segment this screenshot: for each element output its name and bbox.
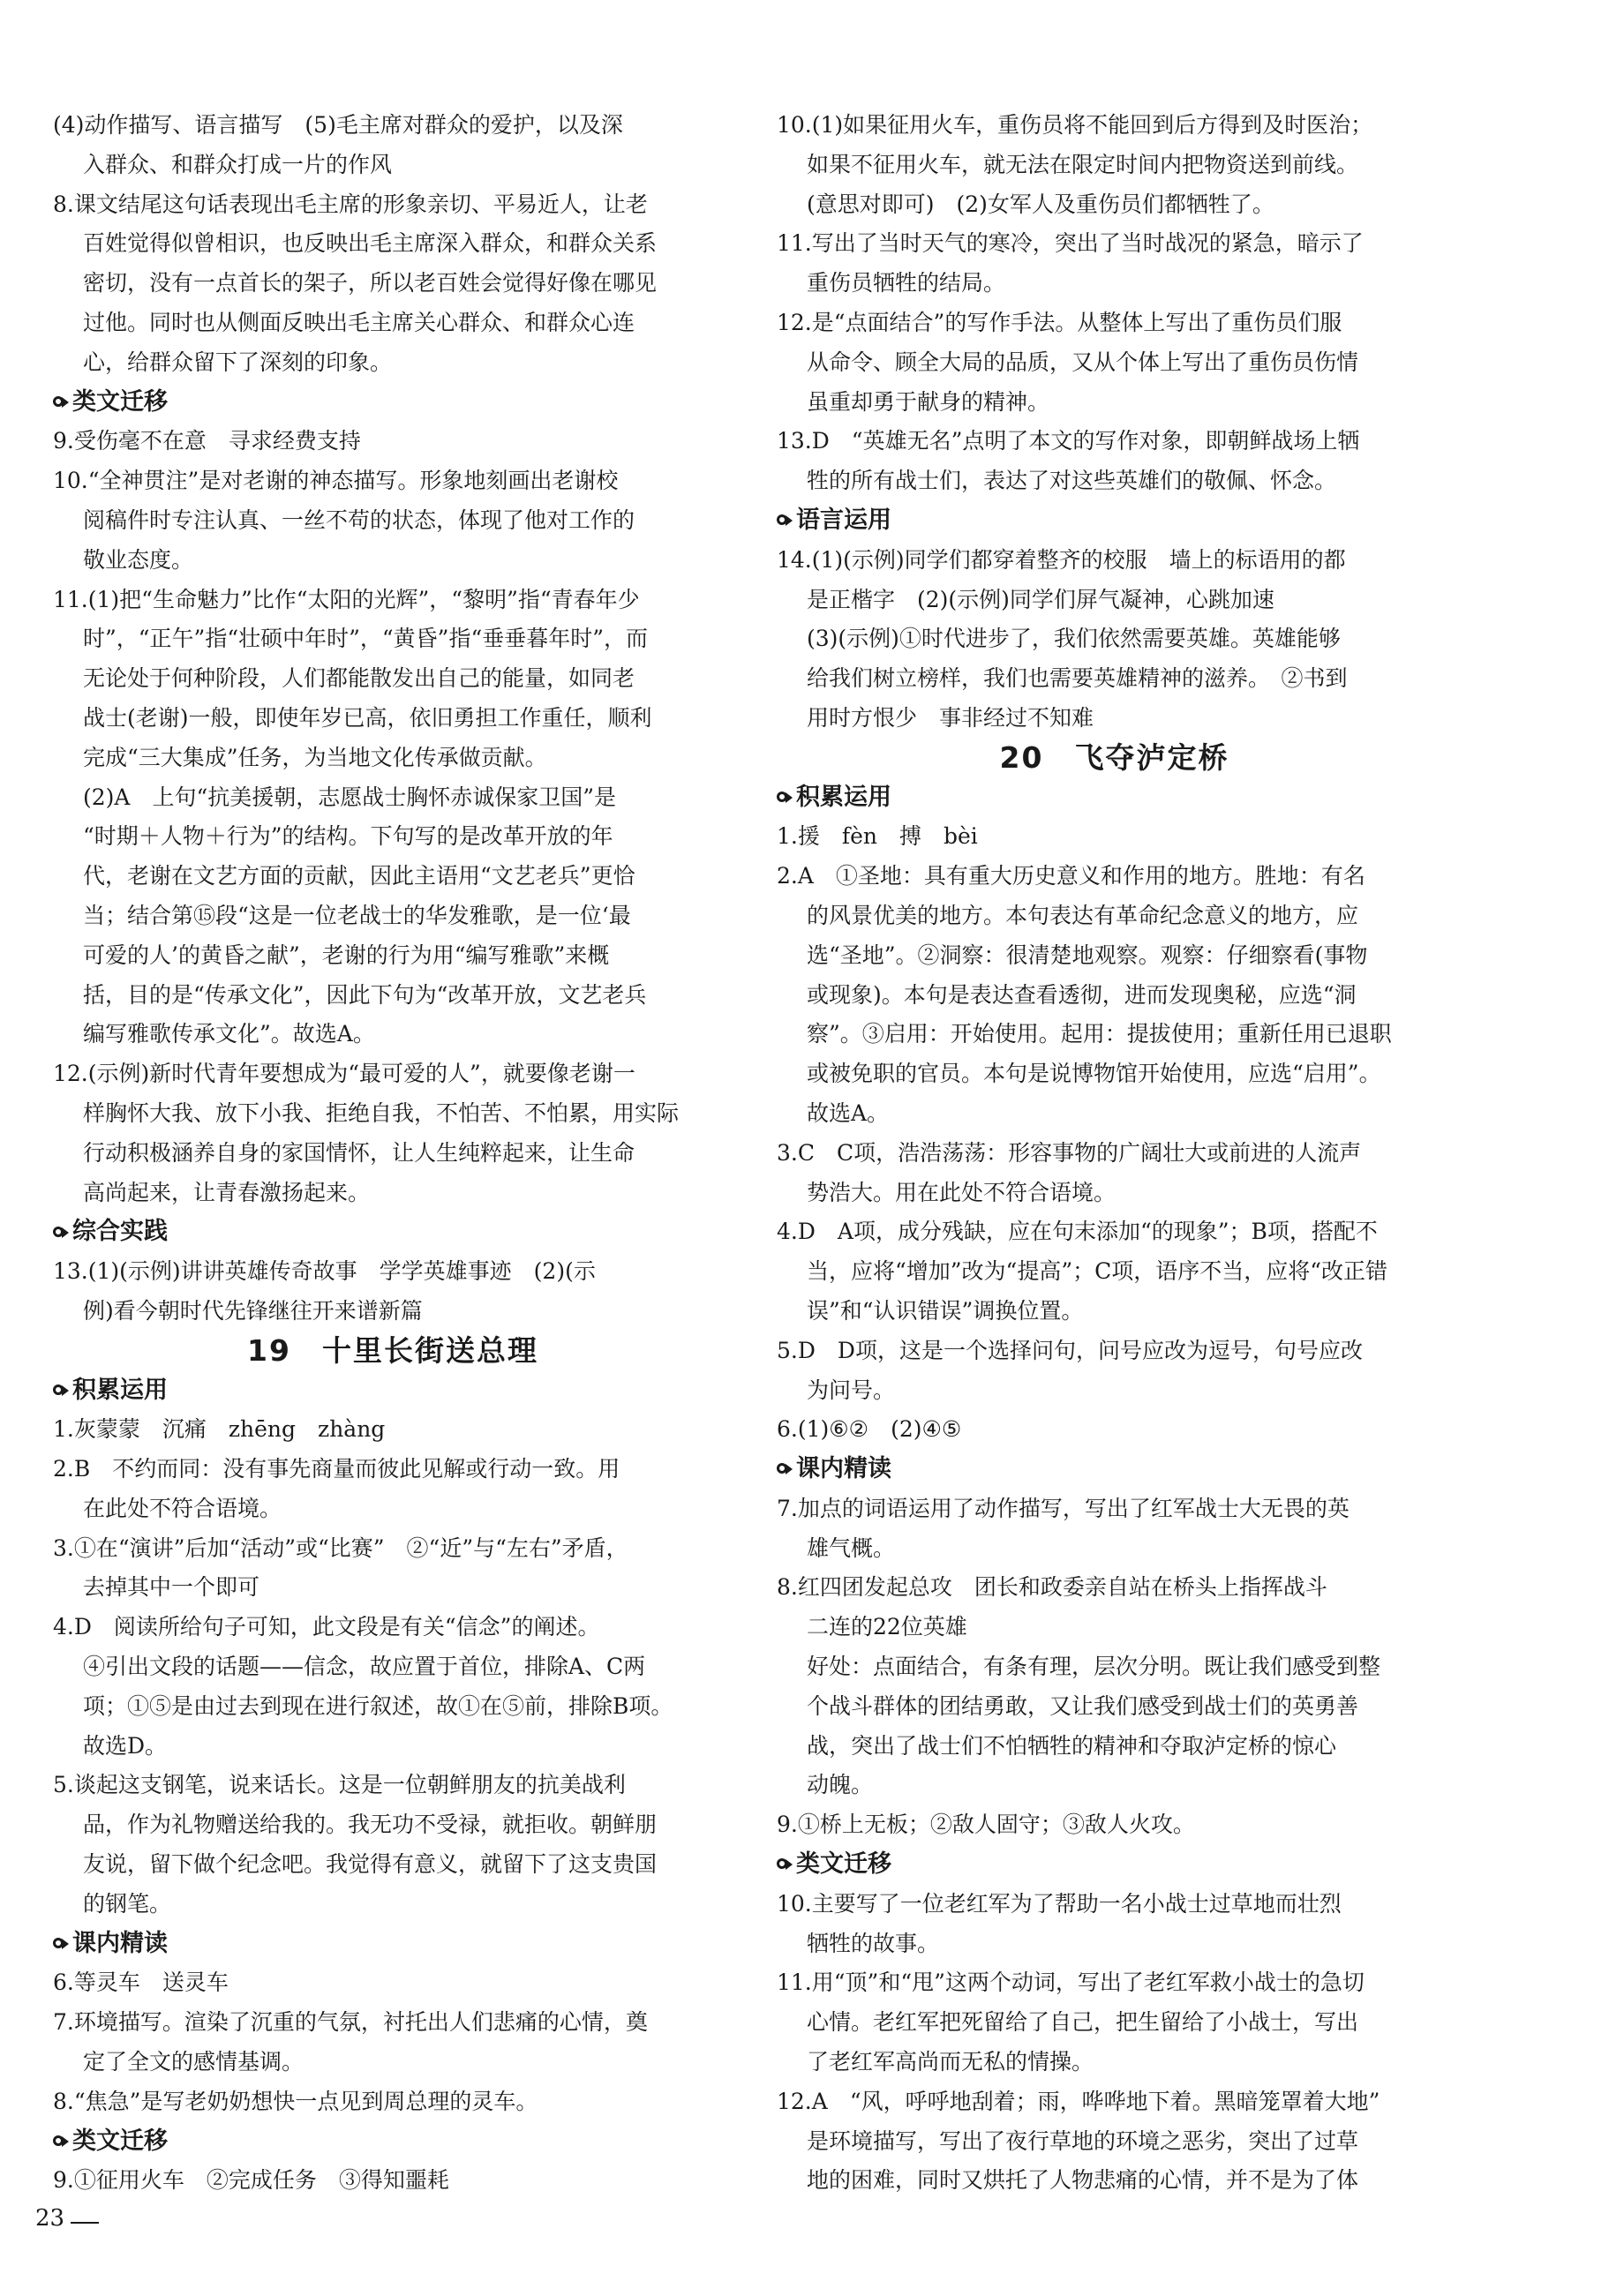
section-bullet-icon (777, 1857, 793, 1872)
section-heading-text: 课内精读 (796, 1455, 891, 1483)
answer-continuation: 百姓觉得似曾相识，也反映出毛主席深入群众，和群众关系 (83, 230, 658, 257)
answer-continuation: (意思对即可) (2)女军人及重伤员们都牺牲了。 (807, 191, 1274, 217)
answer-item: 3.①在“演讲”后加“活动”或“比赛” ②“近”与“左右”矛盾， (53, 1534, 628, 1561)
page-number-rule (71, 2222, 99, 2224)
answer-continuation: 二连的22位英雄 (807, 1614, 967, 1640)
answer-item: 8.红四团发起总攻 团长和政委亲自站在桥头上指挥战斗 (777, 1574, 1327, 1601)
answer-continuation: 品，作为礼物赠送给我的。我无功不受禄，就拒收。朝鲜朋 (83, 1812, 658, 1838)
section-heading-text: 类文迁移 (72, 387, 168, 416)
section-heading (53, 1212, 733, 1252)
answer-continuation: 故选A。 (807, 1099, 890, 1126)
answer-continuation: 样胸怀大我、放下小我、拒绝自我，不怕苦、不怕累，用实际 (83, 1099, 680, 1126)
section-bullet-icon (53, 394, 69, 410)
answer-continuation: 完成“三大集成”任务，为当地文化传承做贡献。 (83, 744, 547, 770)
section-bullet-icon (777, 1461, 793, 1477)
answer-continuation: 编写雅歌传承文化”。故选A。 (83, 1021, 375, 1047)
answer-continuation: 势浩大。用在此处不符合语境。 (807, 1179, 1116, 1205)
lesson-title: 19 十里长街送总理 (247, 1332, 538, 1368)
answer-item: 13.(1)(示例)讲讲英雄传奇故事 学学英雄事迹 (2)(示 (53, 1258, 596, 1285)
section-bullet-icon (53, 1383, 69, 1399)
answer-item: 11.用“顶”和“甩”这两个动词，写出了老红军救小战士的急切 (777, 1970, 1365, 1996)
section-bullet-icon (53, 1936, 69, 1952)
answer-continuation: 地的困难，同时又烘托了人物悲痛的心情，并不是为了体 (807, 2167, 1359, 2194)
answer-continuation: 括，目的是“传承文化”，因此下句为“改革开放，文艺老兵 (83, 981, 647, 1008)
answer-continuation: 友说，留下做个纪念吧。我觉得有意义，就留下了这支贵国 (83, 1851, 658, 1878)
answer-item: 10.“全神贯注”是对老谢的神态描写。形象地刻画出老谢校 (53, 468, 619, 494)
answer-item: 8.课文结尾这句话表现出毛主席的形象亲切、平易近人，让老 (53, 191, 648, 217)
answer-continuation: 动魄。 (807, 1772, 874, 1798)
answer-continuation: 从命令、顾全大局的品质，又从个体上写出了重伤员伤情 (807, 349, 1359, 375)
answer-item: 5.谈起这支钢笔，说来话长。这是一位朝鲜朋友的抗美战利 (53, 1772, 626, 1798)
answer-item: 4.D A项，成分残缺，应在句末添加“的现象”；B项，搭配不 (777, 1219, 1378, 1245)
answer-continuation: 定了全文的感情基调。 (83, 2049, 304, 2075)
answer-continuation: 重伤员牺牲的结局。 (807, 270, 1006, 296)
section-heading-text: 综合实践 (72, 1218, 168, 1246)
answer-continuation: 当，应将“增加”改为“提高”；C项，语序不当，应将“改正错 (807, 1258, 1388, 1285)
answer-continuation: 代，老谢在文艺方面的贡献，因此主语用“文艺老兵”更恰 (83, 863, 635, 889)
answer-continuation: 敬业态度。 (83, 546, 194, 573)
section-heading (777, 778, 1452, 818)
answer-continuation: (2)A 上句“抗美援朝，志愿战士胸怀赤诚保家卫国”是 (83, 784, 617, 810)
answer-continuation: 项；①⑤是由过去到现在进行叙述，故①在⑤前，排除B项。 (83, 1692, 673, 1719)
section-heading (777, 1845, 1452, 1885)
answer-item: (4)动作描写、语言描写 (5)毛主席对群众的爱护，以及深 (53, 112, 623, 138)
answer-continuation: 在此处不符合语境。 (83, 1495, 282, 1521)
section-heading-text: 类文迁移 (796, 1850, 891, 1879)
answer-item: 6.等灵车 送灵车 (53, 1970, 229, 1996)
answer-continuation: 心，给群众留下了深刻的印象。 (83, 349, 393, 375)
answer-item: 11.写出了当时天气的寒冷，突出了当时战况的紧急，暗示了 (777, 230, 1364, 257)
section-heading (53, 383, 733, 423)
answer-continuation: 密切，没有一点首长的架子，所以老百姓会觉得好像在哪见 (83, 270, 658, 296)
answer-item: 11.(1)把“生命魅力”比作“太阳的光辉”，“黎明”指“青春年少 (53, 586, 640, 612)
answer-continuation: 心情。老红军把死留给了自己，把生留给了小战士，写出 (807, 2009, 1359, 2036)
answer-continuation: 的钢笔。 (83, 1890, 172, 1917)
section-bullet-icon (53, 2134, 69, 2150)
answer-continuation: 牲的所有战士们，表达了对这些英雄们的敬佩、怀念。 (807, 468, 1337, 494)
section-heading (777, 501, 1452, 541)
section-heading-text: 积累运用 (72, 1376, 168, 1404)
answer-continuation: 或现象)。本句是表达查看透彻，进而发现奥秘，应选“洞 (807, 981, 1357, 1008)
section-heading-text: 语言运用 (796, 506, 891, 534)
answer-continuation: 战士(老谢)一般，即使年岁已高，依旧勇担工作重任，顺利 (83, 704, 652, 731)
answer-item: 1.灰蒙蒙 沉痛 zhēng zhàng (53, 1416, 386, 1443)
section-heading-text: 积累运用 (796, 783, 891, 811)
answer-continuation: 为问号。 (807, 1377, 896, 1403)
answer-item: 7.环境描写。渲染了沉重的气氛，衬托出人们悲痛的心情，奠 (53, 2009, 648, 2036)
lesson-title: 20 飞夺泸定桥 (999, 739, 1229, 775)
answer-item: 7.加点的词语运用了动作描写，写出了红军战士大无畏的英 (777, 1495, 1350, 1521)
answer-continuation: 时”，“正午”指“壮硕中年时”，“黄昏”指“垂垂暮年时”，而 (83, 626, 649, 652)
answer-continuation: 了老红军高尚而无私的情操。 (807, 2049, 1094, 2075)
answer-item: 1.援 fèn 搏 bèi (777, 823, 978, 850)
answer-continuation: 过他。同时也从侧面反映出毛主席关心群众、和群众心连 (83, 309, 635, 335)
answer-item: 2.B 不约而同：没有事先商量而彼此见解或行动一致。用 (53, 1456, 620, 1482)
answer-item: 10.主要写了一位老红军为了帮助一名小战士过草地而壮烈 (777, 1890, 1342, 1917)
answer-item: 10.(1)如果征用火车，重伤员将不能回到后方得到及时医治； (777, 112, 1373, 138)
answer-item: 12.(示例)新时代青年要想成为“最可爱的人”，就要像老谢一 (53, 1061, 635, 1087)
page-number: 23 (35, 2205, 65, 2232)
section-bullet-icon (777, 790, 793, 806)
answer-continuation: (3)(示例)①时代进步了，我们依然需要英雄。英雄能够 (807, 626, 1341, 652)
answer-continuation: 可爱的人’的黄昏之献”，老谢的行为用“编写雅歌”来概 (83, 942, 610, 968)
answer-item: 3.C C项，浩浩荡荡：形容事物的广阔壮大或前进的人流声 (777, 1139, 1362, 1166)
answer-continuation: 当；结合第⑮段“这是一位老战士的华发雅歌，是一位‘最 (83, 902, 631, 928)
answer-item: 9.①桥上无板；②敌人固守；③敌人火攻。 (777, 1812, 1195, 1838)
answer-item: 12.是“点面结合”的写作手法。从整体上写出了重伤员们服 (777, 309, 1342, 335)
section-heading-text: 类文迁移 (72, 2127, 168, 2155)
answer-item: 9.①征用火车 ②完成任务 ③得知噩耗 (53, 2167, 449, 2194)
answer-continuation: 是环境描写，写出了夜行草地的环境之恶劣，突出了过草 (807, 2127, 1359, 2154)
answer-item: 5.D D项，这是一个选择问句，问号应改为逗号，句号应改 (777, 1337, 1363, 1363)
answer-item: 14.(1)(示例)同学们都穿着整齐的校服 墙上的标语用的都 (777, 546, 1346, 573)
answer-continuation: 例)看今朝时代先锋继往开来谱新篇 (83, 1297, 423, 1324)
answer-continuation: 无论处于何种阶段，人们都能散发出自己的能量，如同老 (83, 665, 635, 692)
section-bullet-icon (777, 513, 793, 529)
answer-item: 6.(1)⑥② (2)④⑤ (777, 1416, 962, 1443)
left-column (53, 106, 733, 2201)
answer-continuation: 或被免职的官员。本句是说博物馆开始使用，应选“启用”。 (807, 1061, 1381, 1087)
answer-continuation: 行动积极涵养自身的家国情怀，让人生纯粹起来，让生命 (83, 1139, 635, 1166)
answer-continuation: 虽重却勇于献身的精神。 (807, 388, 1050, 415)
answer-continuation: 阅稿件时专注认真、一丝不苟的状态，体现了他对工作的 (83, 506, 635, 533)
answer-continuation: 牺牲的故事。 (807, 1930, 940, 1956)
answer-continuation: 如果不征用火车，就无法在限定时间内把物资送到前线。 (807, 151, 1359, 177)
section-heading (53, 1371, 733, 1411)
answer-item: 8.“焦急”是写老奶奶想快一点见到周总理的灵车。 (53, 2088, 538, 2114)
answer-item: 4.D 阅读所给句子可知，此文段是有关“信念”的阐述。 (53, 1614, 600, 1640)
answer-continuation: 去掉其中一个即可 (83, 1574, 260, 1601)
answer-continuation: 战，突出了战士们不怕牺牲的精神和夺取泸定桥的惊心 (807, 1732, 1337, 1759)
answer-continuation: 是正楷字 (2)(示例)同学们屏气凝神，心跳加速 (807, 586, 1274, 612)
answer-item: 12.A “风，呼呼地刮着；雨，哗哗地下着。黑暗笼罩着大地” (777, 2088, 1380, 2114)
answer-continuation: 的风景优美的地方。本句表达有革命纪念意义的地方，应 (807, 902, 1359, 928)
section-bullet-icon (53, 1225, 69, 1241)
answer-continuation: 给我们树立榜样，我们也需要英雄精神的滋养。 ②书到 (807, 665, 1348, 692)
section-heading (53, 1925, 733, 1964)
answer-continuation: 选“圣地”。②洞察：很清楚地观察。观察：仔细察看(事物 (807, 942, 1368, 968)
section-heading (53, 2122, 733, 2162)
answer-item: 13.D “英雄无名”点明了本文的写作对象，即朝鲜战场上牺 (777, 428, 1360, 454)
answer-item: 9.受伤毫不在意 寻求经费支持 (53, 428, 361, 454)
answer-continuation: 雄气概。 (807, 1534, 896, 1561)
section-heading-text: 课内精读 (72, 1929, 168, 1957)
answer-item: 2.A ①圣地：具有重大历史意义和作用的地方。胜地：有名 (777, 863, 1365, 889)
answer-continuation: 个战斗群体的团结勇敢，又让我们感受到战士们的英勇善 (807, 1692, 1359, 1719)
section-heading (777, 1450, 1452, 1489)
answer-continuation: 高尚起来，让青春激扬起来。 (83, 1179, 371, 1205)
answer-continuation: 误”和“认识错误”调换位置。 (807, 1297, 1084, 1324)
answer-continuation: “时期＋人物＋行为”的结构。下句写的是改革开放的年 (83, 823, 613, 850)
answer-continuation: ④引出文段的话题——信念，故应置于首位，排除A、C两 (83, 1654, 646, 1680)
answer-continuation: 察”。③启用：开始使用。起用：提拔使用；重新任用已退职 (807, 1021, 1392, 1047)
answer-continuation: 好处：点面结合，有条有理，层次分明。既让我们感受到整 (807, 1654, 1381, 1680)
answer-continuation: 入群众、和群众打成一片的作风 (83, 151, 393, 177)
right-column (777, 106, 1452, 2201)
answer-continuation: 用时方恨少 事非经过不知难 (807, 704, 1094, 731)
answer-continuation: 故选D。 (83, 1732, 168, 1759)
